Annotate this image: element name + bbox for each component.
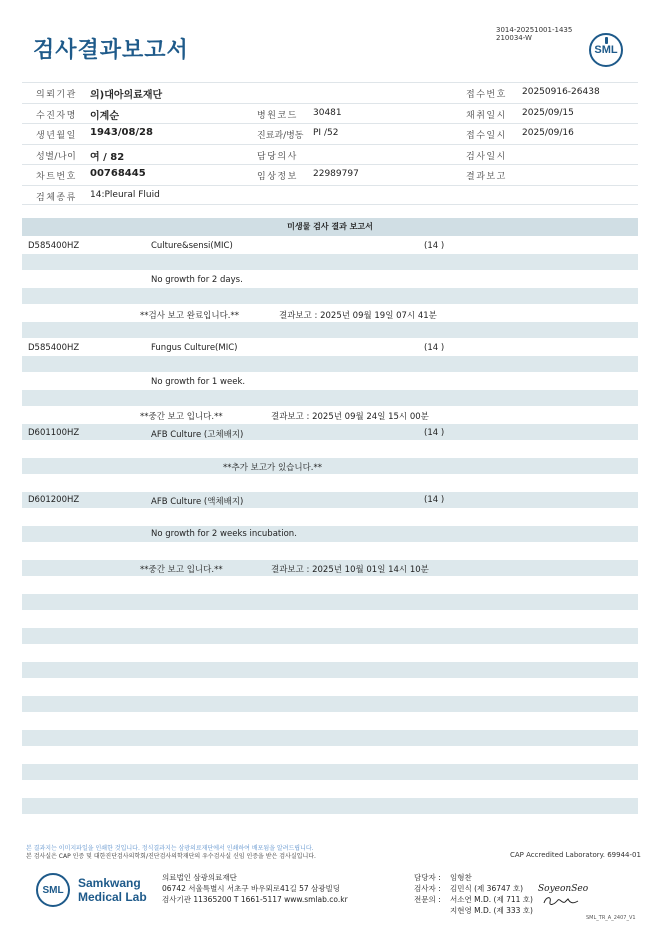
- patient-info-table: [22, 82, 638, 205]
- report-status: **중간 보고 입니다.**: [140, 412, 223, 422]
- sex-age-value: 여 / 82: [90, 151, 125, 163]
- test-code: D585400HZ: [28, 241, 80, 251]
- test-name: AFB Culture (고체배지): [151, 430, 244, 440]
- report-datetime: 결과보고 : 2025년 09월 19일 07시 41분: [279, 311, 437, 321]
- info-row-institution: [22, 82, 638, 103]
- organization-contact: 검사기관 11365200 T 1661-5117 www.smlab.co.kr: [162, 895, 348, 904]
- row-stripe: [22, 424, 638, 440]
- staff-value: 임형찬: [450, 873, 472, 882]
- clinical-value: 22989797: [313, 169, 359, 179]
- exam-date-label: 검사일시: [466, 151, 507, 162]
- info-row-sex-age: [22, 144, 638, 165]
- page-title: 검사결과보고서: [33, 38, 189, 63]
- info-row-birth: [22, 123, 638, 144]
- footer-logo-badge: SML: [36, 873, 70, 907]
- test-name: Fungus Culture(MIC): [151, 343, 238, 353]
- row-stripe: [22, 288, 638, 304]
- logo-text: SML: [594, 44, 618, 56]
- staff-value: 김민식 (제 36747 호): [450, 884, 524, 893]
- staff-key: 담당자 :: [414, 873, 441, 882]
- footer-logo-name: [78, 876, 147, 904]
- staff-info: [414, 872, 533, 916]
- row-stripe: [22, 458, 638, 474]
- birth-label: 생년월일: [36, 131, 77, 141]
- row-stripe: [22, 764, 638, 780]
- logo-mark-icon: [605, 37, 608, 44]
- receipt-no-value: 20250916-26438: [522, 87, 600, 97]
- info-row-chart: [22, 164, 638, 185]
- row-stripe: [22, 798, 638, 814]
- info-row-recipient: [22, 103, 638, 124]
- dept-label: 진료과/병동: [257, 131, 304, 141]
- staff-row: [414, 883, 533, 894]
- collect-date-value: 2025/09/15: [522, 107, 574, 118]
- test-count: (14 ): [424, 343, 445, 353]
- row-stripe: [22, 594, 638, 610]
- row-stripe: [22, 254, 638, 270]
- print-notice: 본 결과지는 이미지파일을 인쇄한 것입니다. 정식결과지는 삼광의료재단에서 인쇄하여 배포됨을 알려드립니다.: [26, 845, 314, 852]
- footer-logo-name-line-1: Samkwang: [78, 876, 141, 890]
- specimen-label: 검체종류: [36, 192, 77, 203]
- row-stripe: [22, 322, 638, 338]
- recipient-label: 수진자명: [36, 110, 77, 121]
- signature-2: [540, 894, 580, 908]
- accreditation-notice: 본 검사실은 CAP 인증 및 대한진단검사의학회/진단검사의학재단의 우수검사실 신임 인증을 받은 검사실입니다.: [26, 853, 316, 860]
- result-text: No growth for 2 weeks incubation.: [151, 529, 297, 539]
- document-number: [496, 26, 572, 42]
- receipt-date-value: 2025/09/16: [522, 128, 574, 138]
- organization-info: [162, 872, 348, 905]
- report-status: **중간 보고 입니다.**: [140, 565, 223, 575]
- receipt-date-label: 접수일시: [466, 131, 507, 141]
- staff-key: 전문의 :: [414, 895, 441, 904]
- collect-date-label: 채취일시: [466, 110, 507, 121]
- document-number-line-1: 3014-20251001-1435: [496, 26, 573, 34]
- sex-age-label: 성별/나이: [36, 151, 77, 162]
- birth-value: 1943/08/28: [90, 127, 153, 138]
- results-section-title: 미생물 검사 결과 보고서: [22, 218, 638, 236]
- report-datetime: 결과보고 : 2025년 10월 01일 14시 10분: [271, 565, 429, 575]
- report-datetime: 결과보고 : 2025년 09월 24일 15시 00분: [271, 412, 429, 422]
- institution-value: 의)대아의료재단: [90, 90, 163, 101]
- test-code: D601100HZ: [28, 428, 80, 438]
- organization-address: 06742 서울특별시 서초구 바우뫼로41길 57 삼광빌딩: [162, 884, 341, 893]
- hospital-code-label: 병원코드: [257, 110, 298, 121]
- row-stripe: [22, 526, 638, 542]
- institution-label: 의뢰기관: [36, 90, 77, 100]
- report-status: **추가 보고가 있습니다.**: [223, 463, 323, 473]
- cap-accreditation: CAP Accredited Laboratory. 69944-01: [510, 851, 641, 859]
- dept-value: PI /52: [313, 128, 339, 138]
- sml-logo: [589, 33, 623, 67]
- staff-row: [414, 905, 533, 916]
- signature-1: [538, 880, 590, 894]
- report-label: 결과보고: [466, 172, 507, 182]
- test-count: (14 ): [424, 495, 445, 505]
- report-status: **검사 보고 완료입니다.**: [140, 311, 240, 321]
- result-text: No growth for 1 week.: [151, 377, 246, 387]
- test-count: (14 ): [424, 241, 445, 251]
- staff-key: 검사자 :: [414, 884, 441, 893]
- recipient-value: 이계순: [90, 110, 119, 122]
- results-section: [22, 218, 638, 575]
- hospital-code-value: 30481: [313, 107, 342, 118]
- receipt-no-label: 접수번호: [466, 90, 507, 100]
- staff-row: [414, 894, 533, 905]
- row-stripe: [22, 492, 638, 508]
- info-row-specimen: [22, 185, 638, 206]
- footer-logo: [36, 873, 156, 909]
- clinical-label: 임상정보: [257, 172, 298, 182]
- row-stripe: [22, 356, 638, 372]
- row-stripe: [22, 628, 638, 644]
- staff-row: [414, 872, 533, 883]
- test-name: Culture&sensi(MIC): [151, 241, 233, 251]
- row-stripe: [22, 696, 638, 712]
- staff-value: 지현영 M.D. (제 333 호): [450, 906, 533, 915]
- form-code: SML_TR_A_2407_V1: [586, 915, 636, 921]
- specimen-value: 14:Pleural Fluid: [90, 189, 160, 200]
- chart-no-label: 차트번호: [36, 172, 77, 182]
- test-count: (14 ): [424, 428, 445, 438]
- doctor-label: 담당의사: [257, 151, 298, 162]
- row-stripe: [22, 662, 638, 678]
- row-stripe: [22, 730, 638, 746]
- test-code: D585400HZ: [28, 343, 80, 353]
- document-number-line-2: 210034-W: [496, 34, 532, 42]
- result-text: No growth for 2 days.: [151, 275, 243, 285]
- chart-no-value: 00768445: [90, 168, 146, 179]
- footer-logo-name-line-2: Medical Lab: [78, 890, 147, 904]
- signature-1-text: SoyeonSeo: [538, 884, 589, 894]
- row-stripe: [22, 390, 638, 406]
- staff-value: 서소연 M.D. (제 711 호): [450, 895, 533, 904]
- organization-name: 의료법인 삼광의료재단: [162, 873, 237, 882]
- test-name: AFB Culture (액체배지): [151, 497, 244, 507]
- test-code: D601200HZ: [28, 495, 80, 505]
